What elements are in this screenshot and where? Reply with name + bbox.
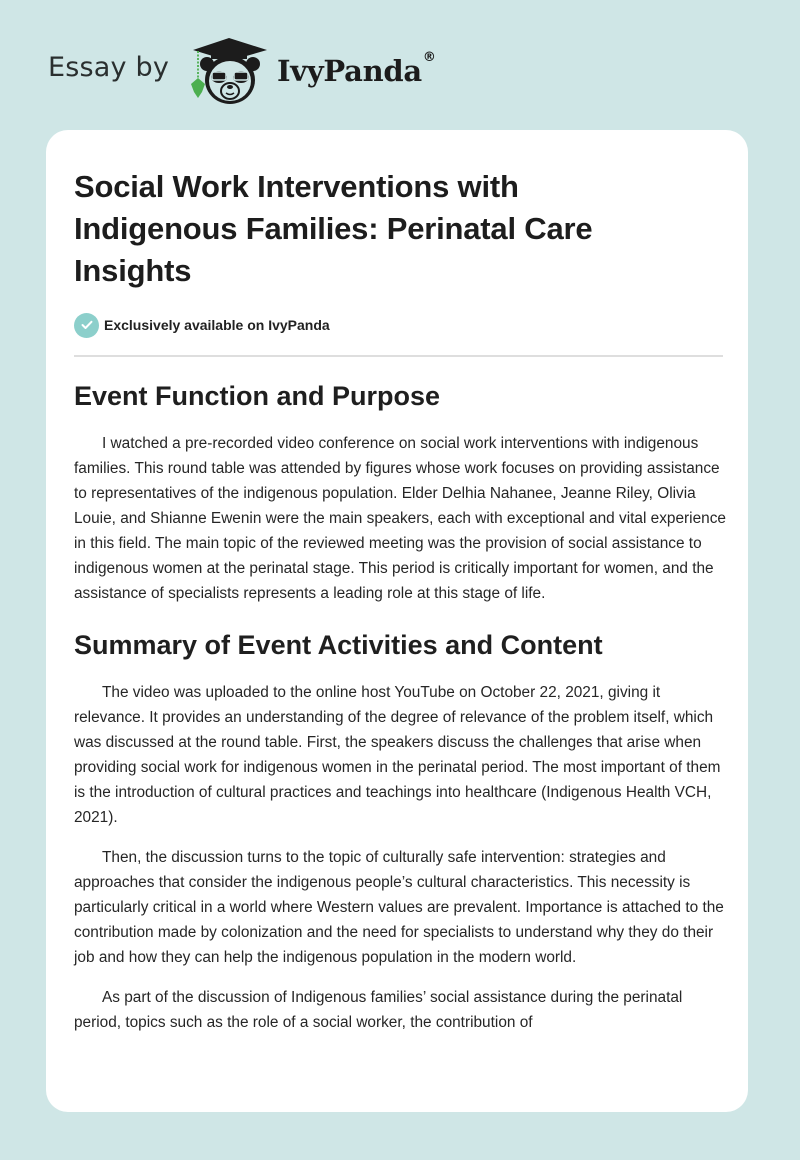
check-circle-icon xyxy=(74,313,99,338)
paragraph: Then, the discussion turns to the topic of culturally safe intervention: strategies and approaches that consider the indigenous people’s cultural characteristics. This necessity is particularly critical in a world where Western values are prevalent. Importance is attached to the contribution made by colonization and the need for specialists to understand why they do their job and how they can help the indigenous population in the modern world. xyxy=(74,849,724,966)
brand-name: IvyPanda® xyxy=(277,50,436,88)
paragraph: The video was uploaded to the online host YouTube on October 22, 2021, giving it relevance. It provides an understanding of the degree of relevance of the problem itself, which was discussed at the round table. First, the speakers discuss the challenges that arise when providing social work for indigenous women in the perinatal period. The most important of them is the introduction of cultural practices and teachings into healthcare (Indigenous Health VCH, 2021). xyxy=(74,684,721,826)
exclusive-label: Exclusively available on IvyPanda xyxy=(104,317,330,333)
essay-by-label: Essay by xyxy=(48,51,170,83)
section-summary xyxy=(74,628,722,1035)
registered-mark: ® xyxy=(422,50,436,65)
site-header-logo[interactable] xyxy=(48,34,436,106)
panda-graduate-logo-icon xyxy=(187,34,271,106)
divider xyxy=(74,355,723,357)
section-heading: Summary of Event Activities and Content xyxy=(74,630,603,660)
essay-card xyxy=(46,130,748,1112)
paragraph: As part of the discussion of Indigenous families’ social assistance during the perinatal period, topics such as the role of a social worker, the contribution of xyxy=(74,989,683,1031)
exclusive-badge xyxy=(74,313,722,337)
section-heading: Event Function and Purpose xyxy=(74,381,441,411)
section-event-function xyxy=(74,379,726,606)
page-title: Social Work Interventions with Indigenous Families: Perinatal Care Insights xyxy=(74,169,593,288)
paragraph: I watched a pre-recorded video conference on social work interventions with indigenous families. This round table was attended by figures whose work focuses on providing assistance to representatives of the indigenous population. Elder Delhia Nahanee, Jeanne Riley, Olivia Louie, and Shianne Ewenin were the main speakers, each with exceptional and vital experience in this field. The main topic of the reviewed meeting was the provision of social assistance to indigenous women at the perinatal stage. This period is critically important for women, and the assistance of specialists represents a leading role at this stage of life. xyxy=(74,435,726,602)
